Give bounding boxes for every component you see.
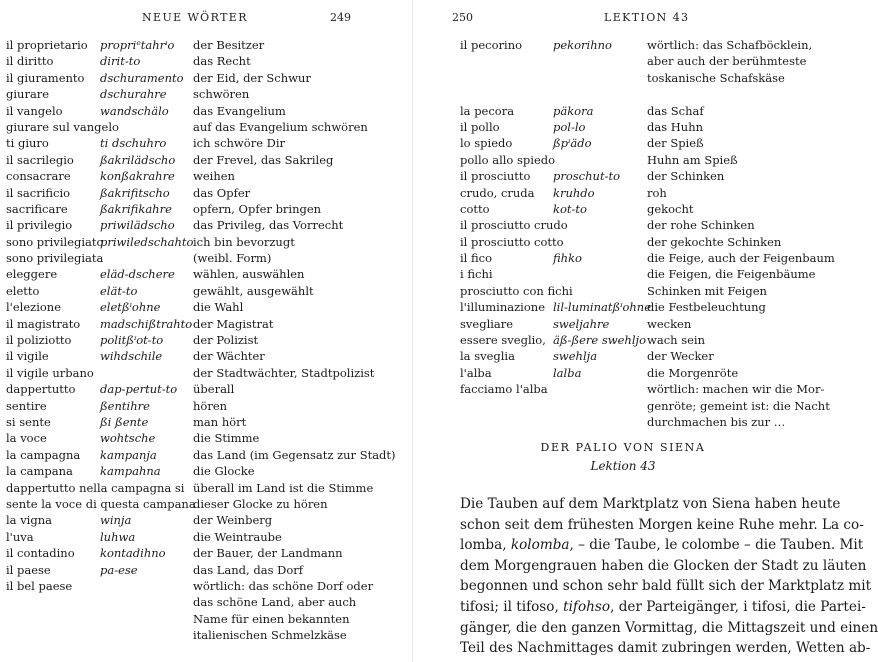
pronunciation: swehlja: [553, 349, 598, 364]
pronunciation: ti dschuhro: [100, 136, 167, 151]
pronunciation: lil-luminatßᶦohne: [553, 300, 652, 315]
german-translation: gewählt, ausgewählt: [193, 283, 314, 298]
pronunciation: dschurahre: [100, 87, 167, 102]
italian-term: il paese: [6, 562, 51, 577]
prose-line-content: [460, 618, 878, 639]
page-number: 249: [330, 11, 351, 24]
pronunciation: dap-pertut-to: [100, 382, 178, 397]
pronunciation: ßakrifikahre: [100, 201, 172, 216]
pronunciation: kontadihno: [100, 546, 166, 561]
running-header-title: NEUE WÖRTER: [142, 11, 248, 24]
prose-line: [460, 556, 867, 577]
prose-text: gänger, die den ganzen Vormittag, die Mittagszeit und einen: [460, 619, 878, 636]
german-translation: der Magistrat: [193, 316, 274, 331]
italian-term: l'uva: [6, 529, 34, 544]
german-translation: der gekochte Schinken: [647, 234, 782, 249]
german-translation: der Stadtwächter, Stadtpolizist: [193, 365, 375, 380]
prose-line-content: [460, 535, 863, 556]
italian-term: la vigna: [6, 513, 52, 528]
italian-term: essere sveglio,: [460, 333, 546, 348]
german-translation: Name für einen bekannten: [193, 611, 350, 626]
german-translation: das Land (im Gegensatz zur Stadt): [193, 447, 396, 462]
italian-term: cotto: [460, 201, 490, 216]
prose-text: , – die Taube, le colombe – die Tauben. Mit: [569, 537, 864, 554]
italian-term: il pecorino: [460, 38, 523, 52]
italian-term: ti giuro: [6, 136, 49, 151]
german-translation: wählen, auswählen: [193, 267, 305, 282]
italian-term: prosciutto con fichi: [460, 283, 573, 298]
pronunciation: kot-to: [553, 201, 587, 216]
italian-term: il bel paese: [6, 578, 73, 593]
right-page: [418, 0, 878, 662]
pronunciation: eletßᶦohne: [100, 300, 161, 315]
italian-term: il fico: [460, 251, 493, 266]
german-translation: ich bin bevorzugt: [193, 234, 295, 249]
pronunciation: pa-ese: [100, 562, 138, 577]
italian-term: il prosciutto crudo: [460, 218, 568, 233]
german-translation: der Besitzer: [193, 38, 265, 52]
italian-term: i fichi: [460, 267, 493, 282]
german-translation: der Frevel, das Sakrileg: [193, 152, 334, 167]
german-translation: der Wecker: [647, 349, 714, 364]
pronunciation: madschißtrahto: [100, 316, 193, 331]
pronunciation: pekorihno: [553, 38, 612, 52]
german-translation: das schöne Land, aber auch: [193, 595, 357, 610]
italian-term: facciamo l'alba: [460, 382, 548, 397]
german-translation: toskanische Schafskäse: [647, 70, 785, 85]
italian-term: il contadino: [6, 546, 75, 561]
pronunciation: propri͏ᵉtahrᶦo: [100, 38, 175, 52]
german-translation: durchmachen bis zur …: [647, 414, 786, 429]
german-translation: Huhn am Spieß: [647, 152, 738, 167]
pronunciation: kampanja: [100, 447, 157, 462]
german-translation: die Feige, auch der Feigenbaum: [647, 251, 835, 266]
pronunciation: elät-to: [100, 283, 138, 298]
german-translation: opfern, Opfer bringen: [193, 201, 322, 216]
german-translation: der Schinken: [647, 169, 725, 184]
italian-term: il prosciutto: [460, 169, 531, 184]
german-translation: die Festbeleuchtung: [647, 300, 766, 315]
italian-term: sente la voce di questa campana: [6, 496, 196, 511]
page-number: 250: [452, 11, 473, 24]
italian-term: la campagna: [6, 447, 81, 462]
italian-term: il sacrilegio: [6, 152, 74, 167]
german-translation: das Land, das Dorf: [193, 562, 304, 577]
german-translation: das Huhn: [647, 119, 704, 134]
prose-text: tifosi; il tifoso,: [460, 598, 564, 615]
pronunciation: konßakrahre: [100, 169, 175, 184]
prose-line: [460, 597, 866, 618]
german-translation: ich schwöre Dir: [193, 136, 286, 151]
german-translation: überall im Land ist die Stimme: [193, 480, 374, 495]
german-translation: das Opfer: [193, 185, 251, 200]
prose-line-content: [460, 556, 866, 577]
german-translation: die Wahl: [193, 300, 244, 315]
german-translation: genröte; gemeint ist: die Nacht: [647, 398, 830, 413]
section-subtitle: Lektion 43: [590, 459, 656, 473]
italian-term: si sente: [6, 414, 51, 429]
german-translation: das Recht: [193, 54, 251, 69]
italian-term: eleggere: [6, 267, 58, 282]
italian-term: il pollo: [460, 119, 500, 134]
prose-text: Die Tauben auf dem Marktplatz von Siena haben heute: [460, 496, 841, 512]
italian-term: la voce: [6, 431, 47, 446]
italian-term: il poliziotto: [6, 333, 72, 348]
german-translation: der rohe Schinken: [647, 218, 755, 233]
german-translation: italienischen Schmelzkäse: [193, 628, 347, 643]
italian-term: sentire: [6, 398, 47, 413]
pronunciation: lalba: [553, 365, 582, 380]
pronunciation: priwiläd͏scho: [100, 218, 175, 233]
german-translation: weihen: [193, 169, 235, 184]
italian-term: pollo allo spiedo: [460, 152, 556, 167]
german-translation: wach sein: [647, 333, 705, 348]
italian-term: il prosciutto cotto: [460, 234, 564, 249]
italian-term: il giuramento: [6, 70, 85, 85]
german-translation: das Evangelium: [193, 103, 286, 118]
italian-term: il vangelo: [6, 103, 63, 118]
german-translation: die Glocke: [193, 464, 255, 479]
german-translation: wörtlich: machen wir die Mor-: [647, 382, 825, 397]
german-translation: der Wächter: [193, 349, 265, 364]
pronunciation: ßi ßente: [100, 414, 149, 429]
pronunciation: äß-ßere swehljo: [553, 333, 646, 348]
prose-line-content: [460, 638, 870, 659]
pronunciation: wohtsche: [100, 431, 156, 446]
pronunciation: wihdschile: [100, 349, 163, 364]
german-translation: man hört: [193, 414, 247, 429]
italian-term: dappertutto nella campagna si: [6, 480, 185, 495]
german-translation: wecken: [647, 316, 692, 331]
italian-term: giurare sul vangelo: [6, 119, 119, 134]
italian-term: il diritto: [6, 54, 54, 69]
pronunciation: eläd-dschere: [100, 267, 175, 282]
german-translation: wörtlich: das Schafböcklein,: [647, 38, 813, 52]
german-translation: wörtlich: das schöne Dorf oder: [193, 578, 374, 593]
italian-term: il magistrato: [6, 316, 81, 331]
german-translation: gekocht: [647, 201, 694, 216]
italian-term: eletto: [6, 283, 40, 298]
pronunciation: ßentihre: [100, 398, 150, 413]
prose-line-content: [460, 494, 840, 515]
italian-term: sono privilegiata: [6, 251, 104, 266]
prose-text: dem Morgengrauen haben die Glocken der Stadt zu läuten: [460, 557, 867, 574]
pronunciation: politßᶦot-to: [100, 333, 164, 348]
pronunciation: sweljahre: [553, 316, 610, 331]
german-translation: schwören: [193, 87, 250, 102]
german-translation: die Weintraube: [193, 529, 282, 544]
german-translation: (weibl. Form): [193, 251, 272, 266]
italian-term: dappertutto: [6, 382, 76, 397]
pronunciation: winja: [100, 513, 132, 528]
german-translation: der Spieß: [647, 136, 704, 151]
italian-term: crudo, cruda: [460, 185, 535, 200]
prose-line-content: [460, 576, 871, 597]
prose-text: , der Parteigänger, i tifosi, die Partei-: [610, 598, 866, 615]
italian-term: la campana: [6, 464, 73, 479]
italian-term: la sveglia: [460, 349, 515, 364]
german-translation: der Polizist: [193, 333, 259, 348]
german-translation: hören: [193, 398, 228, 413]
prose-line-content: [460, 515, 864, 536]
italian-term: sacrificare: [6, 201, 68, 216]
german-translation: überall: [193, 382, 235, 397]
italian-term: la pecora: [460, 103, 515, 118]
running-header-title: LEKTION 43: [604, 11, 690, 24]
italian-term: svegliare: [460, 316, 514, 331]
italian-term: l'alba: [460, 365, 492, 380]
pronunciation: proschut-to: [553, 169, 620, 184]
pronunciation: ßpᶦädo: [553, 136, 592, 151]
german-translation: dieser Glocke zu hören: [193, 496, 328, 511]
italian-term: giurare: [6, 87, 50, 102]
german-translation: auf das Evangelium schwören: [193, 119, 368, 134]
italian-term: sono privilegiato: [6, 234, 104, 249]
pronunciation: dschuramento: [100, 70, 184, 85]
pronunciation: priwiledschahto: [100, 234, 194, 249]
pronunciation: päkora: [553, 103, 594, 118]
italian-term: il proprietario: [6, 38, 88, 52]
prose-text: Teil des Nachmittages damit zubringen werden, Wetten ab-: [460, 640, 871, 657]
pronunciation: fihko: [553, 251, 582, 266]
german-translation: der Bauer, der Landmann: [193, 546, 343, 561]
german-translation: Schinken mit Feigen: [647, 283, 767, 298]
pronunciation: wandschälo: [100, 103, 169, 118]
german-translation: aber auch der berühmteste: [647, 54, 807, 69]
italian-term: il sacrificio: [6, 185, 71, 200]
lesson-text: [460, 494, 878, 659]
italian-term: il vigile: [6, 349, 49, 364]
italian-term: l'illuminazione: [460, 300, 545, 315]
prose-line: [460, 618, 878, 639]
prose-line: [460, 576, 872, 597]
italian-term: il privilegio: [6, 218, 73, 233]
book-gutter: [412, 0, 413, 662]
prose-line-content: [460, 597, 866, 618]
german-translation: das Privileg, das Vorrecht: [193, 218, 344, 233]
german-translation: der Weinberg: [193, 513, 273, 528]
italian-term: consacrare: [6, 169, 71, 184]
pronunciation: ßakriläd͏scho: [100, 152, 176, 167]
german-translation: die Feigen, die Feigenbäume: [647, 267, 816, 282]
pronunciation: luhwa: [100, 529, 136, 544]
prose-text: lomba,: [460, 537, 511, 554]
italian-term: lo spiedo: [460, 136, 513, 151]
italic-pronunciation: tifohso: [563, 598, 611, 615]
prose-text: begonnen und schon sehr bald füllt sich der Marktplatz mit: [460, 578, 872, 595]
prose-line: [460, 494, 841, 515]
prose-line: [460, 515, 864, 536]
prose-text: schon seit dem frühesten Morgen keine Ruhe mehr. La co-: [460, 516, 864, 533]
pronunciation: dirit-to: [100, 54, 141, 69]
italian-term: l'elezione: [6, 300, 62, 315]
german-translation: der Eid, der Schwur: [193, 70, 311, 85]
german-translation: roh: [647, 185, 667, 200]
pronunciation: pol-lo: [553, 119, 586, 134]
german-translation: die Morgenröte: [647, 365, 739, 380]
prose-line: [460, 535, 864, 556]
pronunciation: kruhdo: [553, 185, 595, 200]
pronunciation: kampahna: [100, 464, 161, 479]
section-title: DER PALIO VON SIENA: [540, 441, 706, 454]
pronunciation: ßakrifitscho: [100, 185, 170, 200]
italian-term: il vigile urbano: [6, 365, 94, 380]
german-translation: die Stimme: [193, 431, 260, 446]
german-translation: das Schaf: [647, 103, 704, 118]
left-page: [0, 0, 410, 662]
prose-line: [460, 638, 871, 659]
italic-pronunciation: kolomba: [510, 537, 570, 554]
